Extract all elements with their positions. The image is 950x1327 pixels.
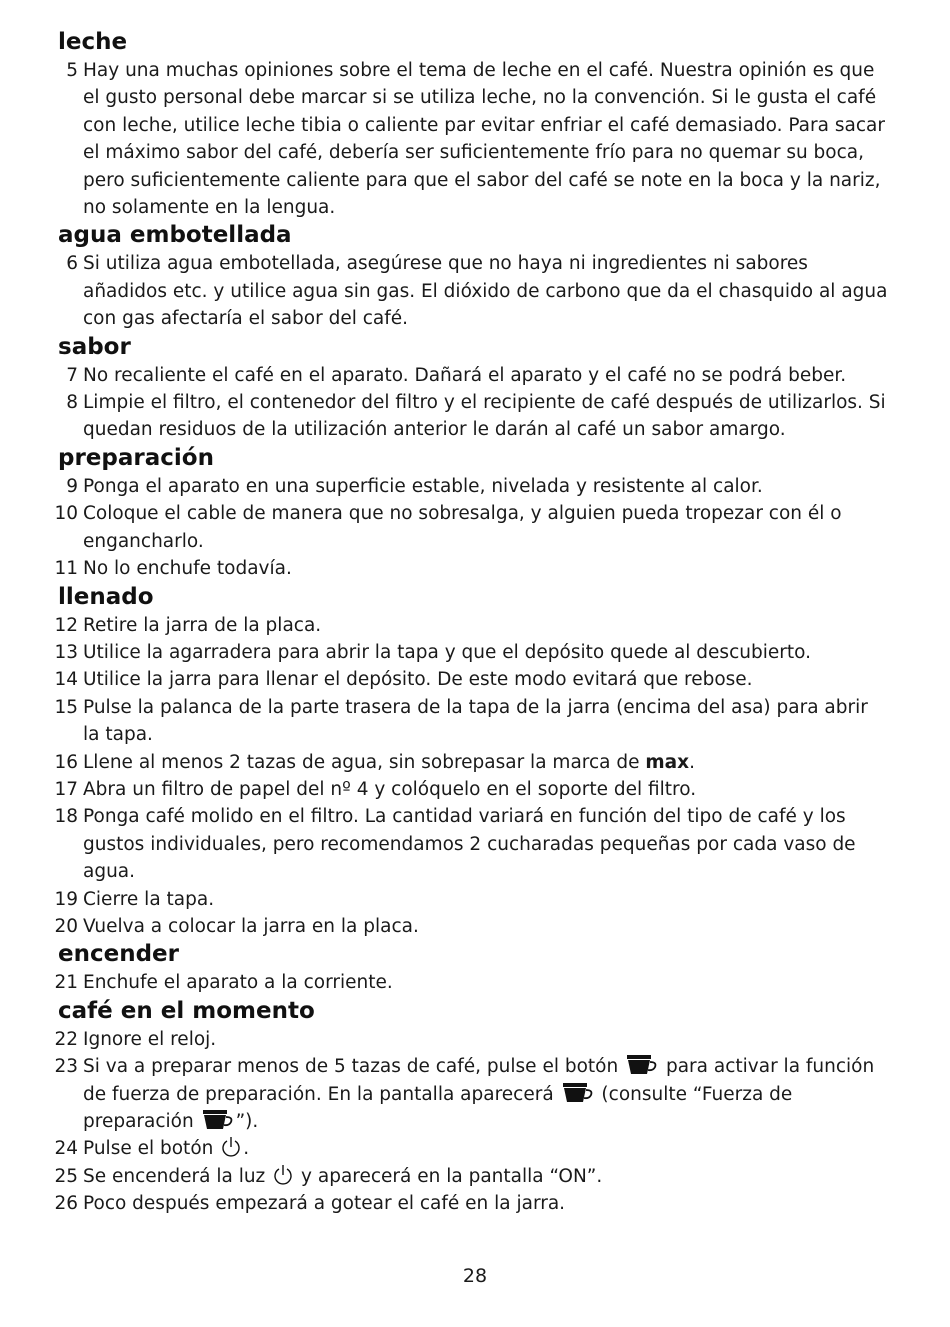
cup-icon <box>626 1054 658 1076</box>
cup-icon <box>202 1109 234 1131</box>
list-item <box>58 473 888 500</box>
item-number: 16 <box>54 751 78 773</box>
item-number: 10 <box>54 503 78 525</box>
item-number: 13 <box>54 641 78 663</box>
item-number: 22 <box>54 1028 78 1050</box>
item-text: Coloque el cable de manera que no sobresalga, y alguien pueda tropezar con él o engancharlo. <box>83 503 842 552</box>
item-number: 8 <box>66 392 78 414</box>
list-item <box>54 555 888 582</box>
item-text: Cierre la tapa. <box>83 888 215 910</box>
section-title: sabor <box>58 333 131 360</box>
section-title: llenado <box>58 583 154 610</box>
item-text: Hay una muchas opiniones sobre el tema de leche en el café. Nuestra opinión es que el gusto personal debe marcar si se utiliza leche, no la convención. Si le gusta el café con leche, utilice leche tibia o caliente par evitar enfriar el café demasiado. Para sacar el máximo sabor del café, debería ser suficientemente frío para no quemar su boca, pero suficientemente caliente para que el sabor del café se note en la boca y la nariz, no solamente en la lengua. <box>83 60 885 219</box>
list-item <box>58 250 888 332</box>
list-item <box>54 500 888 555</box>
item-text: Ponga café molido en el filtro. La cantidad variará en función del tipo de café y los gustos individuales, pero recomendamos 2 cucharadas pequeñas por cada vaso de agua. <box>83 806 856 883</box>
item-text: Si va a preparar menos de 5 tazas de café, pulse el botón <box>83 1056 625 1078</box>
item-number: 25 <box>54 1165 78 1187</box>
item-text: Si utiliza agua embotellada, asegúrese que no haya ni ingredientes ni sabores añadidos etc. y utilice agua sin gas. El dióxido de carbono que da el chasquido al agua con gas afectaría el sabor del café. <box>83 253 888 330</box>
item-number: 17 <box>54 778 78 800</box>
list-item <box>54 612 888 639</box>
section-title: encender <box>58 941 179 968</box>
item-text: No recaliente el café en el aparato. Dañará el aparato y el café no se podrá beber. <box>83 364 847 386</box>
list-item <box>54 1026 888 1053</box>
item-number: 15 <box>54 696 78 718</box>
item-number: 12 <box>54 614 78 636</box>
item-number: 26 <box>54 1193 78 1215</box>
item-number: 5 <box>66 60 78 81</box>
item-number: 9 <box>66 475 78 497</box>
list-item <box>54 694 888 749</box>
item-number: 19 <box>54 888 78 910</box>
list-item <box>58 362 888 389</box>
item-text: . <box>243 1138 250 1160</box>
page-number: 28 <box>462 1265 488 1287</box>
item-number: 21 <box>54 972 78 994</box>
item-text: No lo enchufe todavía. <box>83 558 292 580</box>
item-text: Se encenderá la luz <box>83 1165 272 1187</box>
item-number: 18 <box>54 806 78 828</box>
item-text: Pulse la palanca de la parte trasera de la tapa de la jarra (encima del asa) para abrir la tapa. <box>83 696 868 746</box>
item-text: ”). <box>235 1111 259 1132</box>
list-item <box>54 1135 888 1162</box>
item-text: Limpie el filtro, el contenedor del filtro y el recipiente de café después de utilizarlos. Si quedan residuos de la utilización anterior le darán al café un sabor amargo. <box>83 392 886 441</box>
list-item <box>54 969 888 996</box>
document-body <box>54 28 888 1218</box>
item-number: 11 <box>54 558 78 580</box>
item-number: 7 <box>66 364 78 386</box>
item-text: (consulte “Fuerza de preparación <box>83 1083 793 1132</box>
section-title: café en el momento <box>58 997 315 1024</box>
item-text: Pulse el botón <box>83 1138 220 1160</box>
list-item <box>54 666 888 693</box>
list-item <box>58 389 888 444</box>
item-text: Abra un filtro de papel del nº 4 y colóquelo en el soporte del filtro. <box>83 778 697 800</box>
item-text: Llene al menos 2 tazas de agua, sin sobrepasar la marca de <box>83 751 646 773</box>
section-title: agua embotellada <box>58 222 292 249</box>
list-item <box>54 886 888 913</box>
section-title: leche <box>58 29 128 55</box>
item-number: 23 <box>54 1056 78 1078</box>
item-text: para activar la función de fuerza de preparación. En la pantalla aparecerá <box>83 1056 875 1105</box>
list-item <box>54 1053 888 1135</box>
list-item <box>54 913 888 940</box>
item-text: Retire la jarra de la placa. <box>83 614 322 636</box>
item-text: Vuelva a colocar la jarra en la placa. <box>83 915 419 937</box>
item-number: 14 <box>54 669 78 691</box>
list-item <box>54 639 888 666</box>
power-icon <box>221 1136 241 1158</box>
item-text: Utilice la agarradera para abrir la tapa y que el depósito quede al descubierto. <box>83 641 811 663</box>
item-number: 20 <box>54 915 78 937</box>
item-text: Ignore el reloj. <box>83 1028 217 1050</box>
item-text-end: . <box>689 751 695 773</box>
list-item <box>54 1190 888 1217</box>
bold-term: max <box>645 751 690 773</box>
list-item <box>54 776 888 803</box>
power-icon <box>273 1164 293 1186</box>
list-item <box>54 1163 888 1190</box>
item-text: Poco después empezará a gotear el café en la jarra. <box>83 1193 566 1215</box>
item-text: y aparecerá en la pantalla “ON”. <box>295 1165 603 1187</box>
item-text: Utilice la jarra para llenar el depósito. De este modo evitará que rebose. <box>83 669 753 691</box>
item-number: 24 <box>54 1138 78 1160</box>
list-item <box>54 803 888 885</box>
list-item <box>54 749 888 776</box>
item-number: 6 <box>66 253 78 275</box>
item-text: Ponga el aparato en una superficie estable, nivelada y resistente al calor. <box>83 475 763 497</box>
list-item <box>58 57 888 221</box>
section-title: preparación <box>58 444 214 471</box>
cup-icon <box>562 1082 594 1104</box>
item-text: Enchufe el aparato a la corriente. <box>83 972 393 994</box>
